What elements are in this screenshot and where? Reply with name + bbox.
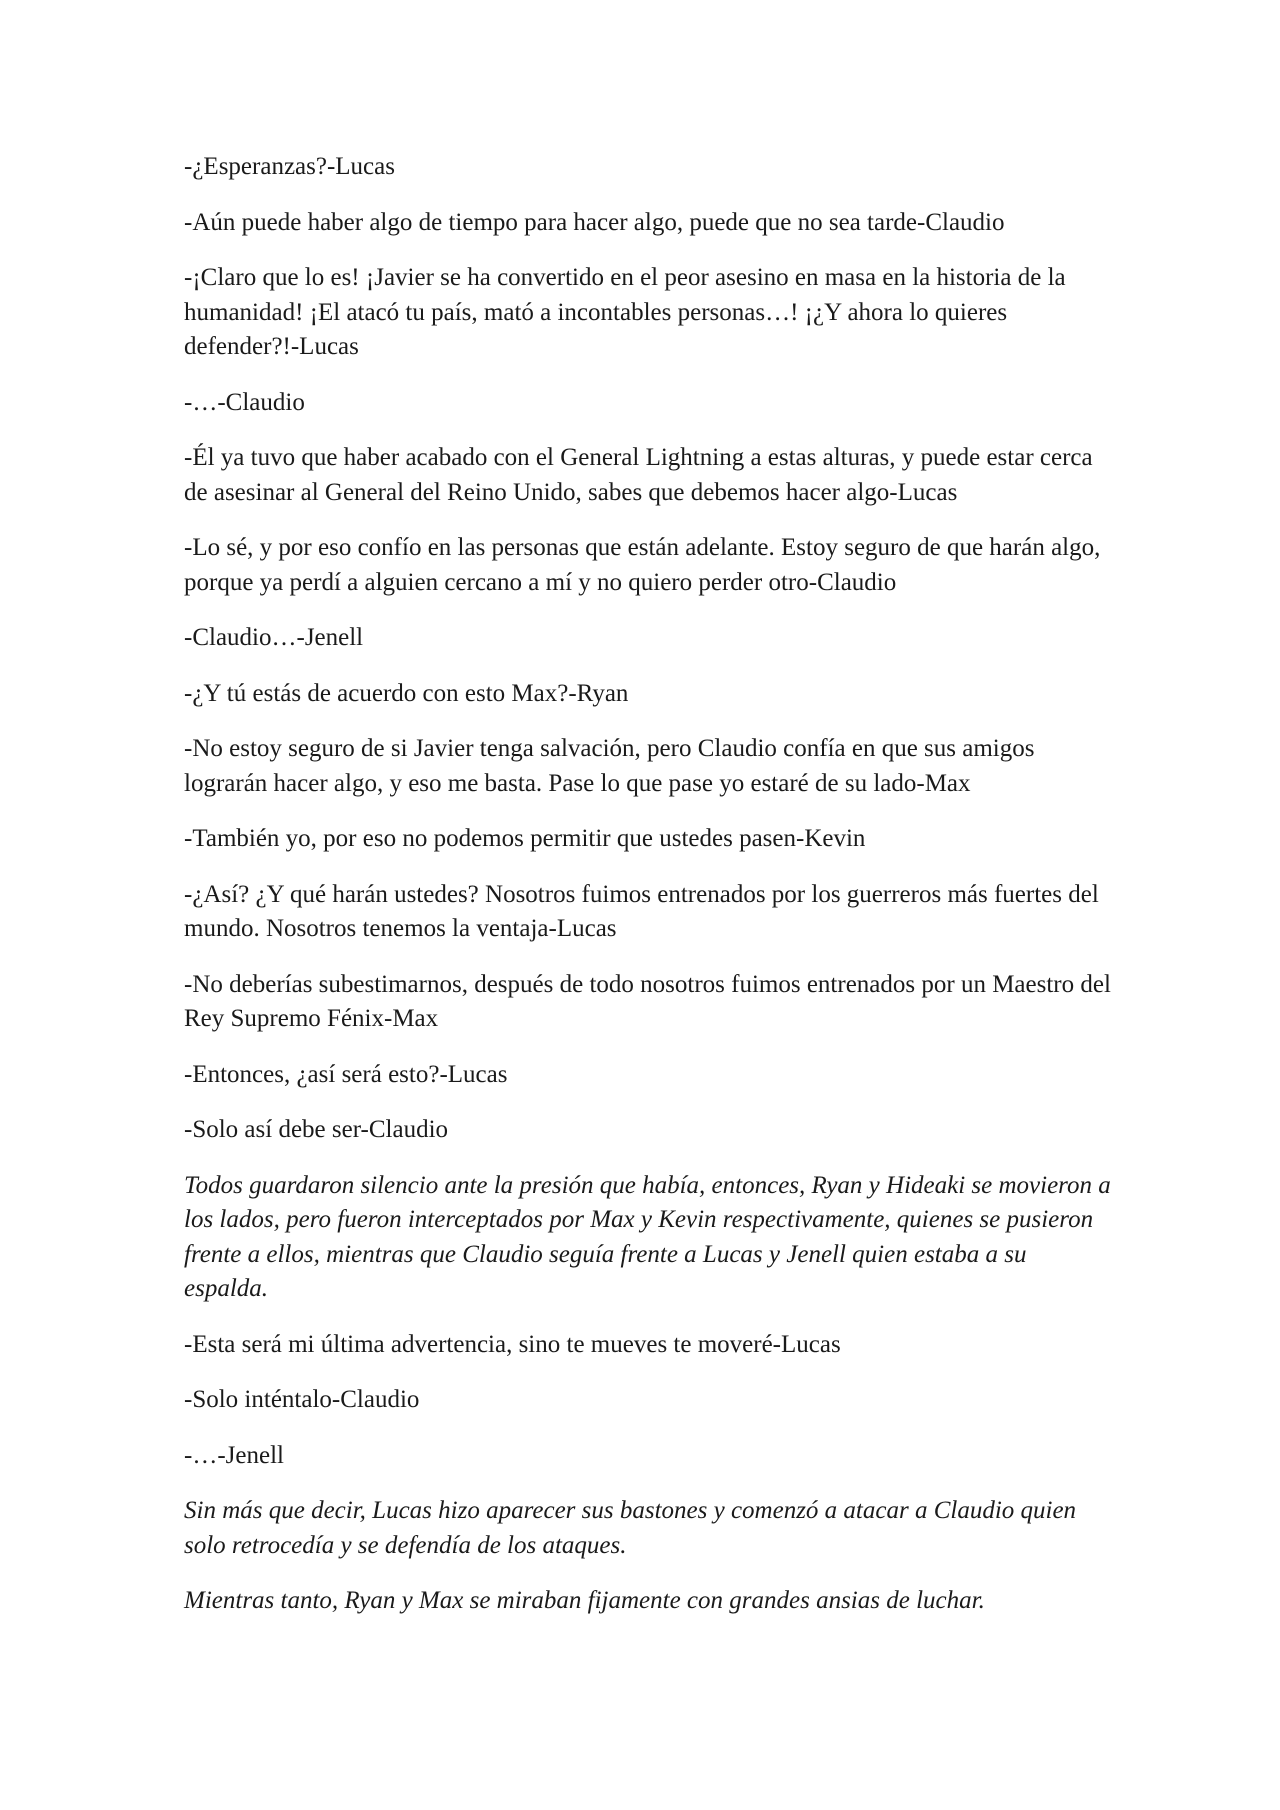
paragraph-11: -¿Así? ¿Y qué harán ustedes? Nosotros fuimos entrenados por los guerreros más fuertes del mundo. Nosotros tenemos la ventaja-Lucas: [184, 880, 1099, 942]
paragraph-8: -¿Y tú estás de acuerdo con esto Max?-Ryan: [184, 679, 629, 707]
narration-paragraph-3: Mientras tanto, Ryan y Max se miraban fijamente con grandes ansias de luchar.: [184, 1587, 985, 1614]
paragraph-16: -Esta será mi última advertencia, sino te mueves te moveré-Lucas: [184, 1330, 841, 1358]
paragraph-6: -Lo sé, y por eso confío en las personas que están adelante. Estoy seguro de que harán algo, porque ya perdí a alguien cercano a mí y no quiero perder otro-Claudio: [184, 534, 1101, 596]
paragraph-3: -¡Claro que lo es! ¡Javier se ha convertido en el peor asesino en masa en la historia de la humanidad! ¡El atacó tu país, mató a incontables personas…! ¡¿Y ahora lo quieres defender?!-Lucas: [184, 264, 1066, 360]
paragraph-5: -Él ya tuvo que haber acabado con el General Lightning a estas alturas, y puede estar cerca de asesinar al General del Reino Unido, sabes que debemos hacer algo-Lucas: [184, 444, 1093, 506]
paragraph-2: -Aún puede haber algo de tiempo para hacer algo, puede que no sea tarde-Claudio: [184, 208, 1005, 236]
document-body: [184, 150, 1114, 1640]
paragraph-13: -Entonces, ¿así será esto?-Lucas: [184, 1060, 508, 1088]
paragraph-10: -También yo, por eso no podemos permitir que ustedes pasen-Kevin: [184, 825, 866, 852]
paragraph-1: -¿Esperanzas?-Lucas: [184, 153, 395, 180]
paragraph-17: -Solo inténtalo-Claudio: [184, 1386, 420, 1413]
narration-paragraph-1: Todos guardaron silencio ante la presión que había, entonces, Ryan y Hideaki se movieron a los lados, pero fueron interceptados por Max y Kevin respectivamente, quienes se pusieron frente a ellos, mientras que Claudio seguía frente a Lucas y Jenell quien estaba a su espalda.: [184, 1171, 1111, 1302]
paragraph-4: -…-Claudio: [184, 388, 305, 416]
paragraph-7: -Claudio…-Jenell: [184, 624, 364, 651]
narration-paragraph-2: Sin más que decir, Lucas hizo aparecer sus bastones y comenzó a atacar a Claudio quien solo retrocedía y se defendía de los ataques.: [184, 1497, 1077, 1559]
paragraph-9: -No estoy seguro de si Javier tenga salvación, pero Claudio confía en que sus amigos lograrán hacer algo, y eso me basta. Pase lo que pase yo estaré de su lado-Max: [184, 735, 1035, 797]
paragraph-18: -…-Jenell: [184, 1441, 284, 1469]
paragraph-14: -Solo así debe ser-Claudio: [184, 1116, 449, 1143]
paragraph-12: -No deberías subestimarnos, después de todo nosotros fuimos entrenados por un Maestro del Rey Supremo Fénix-Max: [184, 970, 1111, 1032]
